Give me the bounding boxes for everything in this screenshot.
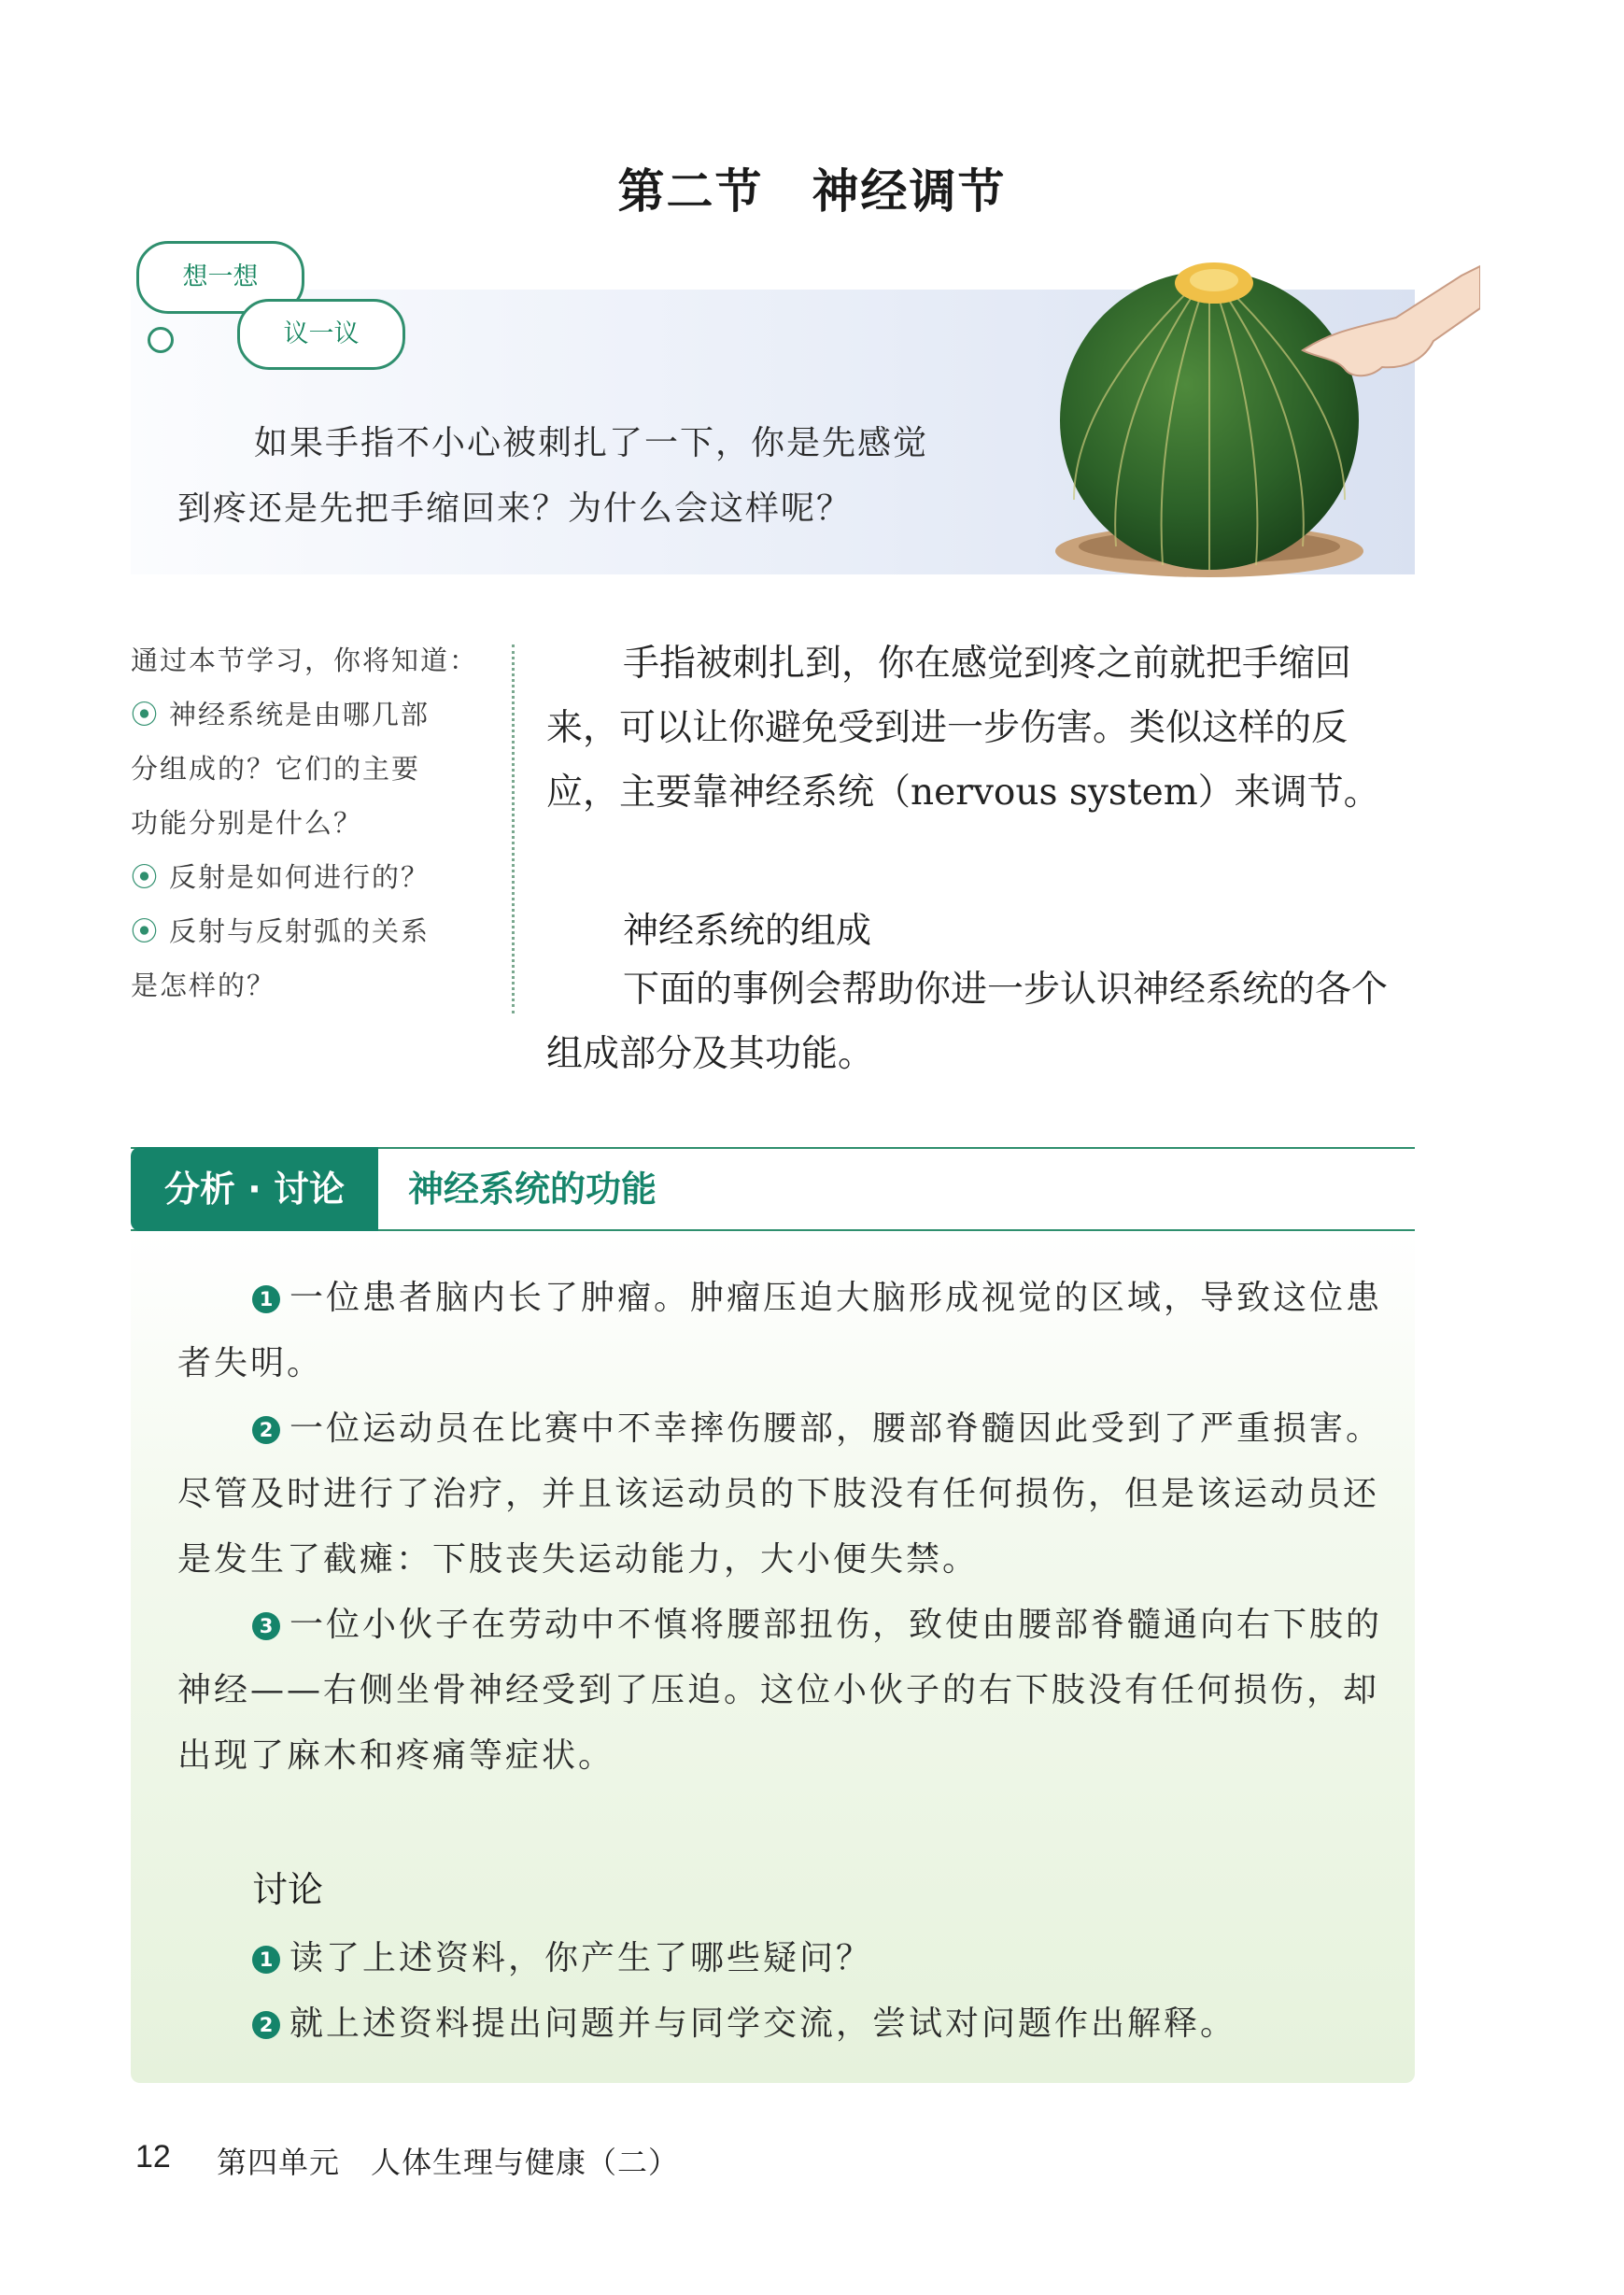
target-bullet-icon: ⦿ xyxy=(131,861,161,893)
finger-icon xyxy=(1303,266,1480,375)
objective-item-cont: 是怎样的？ xyxy=(131,970,276,1001)
learning-objectives xyxy=(131,633,486,1013)
think-question xyxy=(177,411,999,542)
case-item: 2 一位运动员在比赛中不幸摔伤腰部，腰部脊髓因此受到了严重损害。尽管及时进行了治疗，并且该运动员的下肢没有任何损伤，但是该运动员还是发生了截瘫：下肢丧失运动能力，大小便失禁。 xyxy=(177,1410,1383,1579)
section-paragraph: 下面的事例会帮助你进一步认识神经系统的各个组成部分及其功能。 xyxy=(546,969,1389,1075)
objective-item: ⦿ 反射与反射弧的关系 xyxy=(131,915,431,947)
number-badge-icon: 2 xyxy=(252,1416,280,1444)
page-number: 12 xyxy=(135,2139,171,2175)
case-list xyxy=(177,1266,1382,1789)
number-badge-icon: 1 xyxy=(252,1285,280,1313)
target-bullet-icon: ⦿ xyxy=(131,915,161,947)
running-footer: 第四单元 人体生理与健康（二） xyxy=(217,2145,680,2180)
activity-tag: 分析 · 讨论 xyxy=(131,1147,378,1231)
section-heading: 神经系统的组成 xyxy=(623,910,872,951)
page-title: 第二节 神经调节 xyxy=(617,164,1007,219)
discussion-item: 1 读了上述资料，你产生了哪些疑问？ xyxy=(252,1926,1373,1991)
case-item: 1 一位患者脑内长了肿瘤。肿瘤压迫大脑形成视觉的区域，导致这位患者失明。 xyxy=(177,1279,1383,1382)
objective-item: ⦿ 反射是如何进行的？ xyxy=(131,861,431,893)
discussion-list xyxy=(252,1926,1373,2057)
discussion-item: 2 就上述资料提出问题并与同学交流，尝试对问题作出解释。 xyxy=(252,1991,1373,2057)
case-item: 3 一位小伙子在劳动中不慎将腰部扭伤，致使由腰部脊髓通向右下肢的神经——右侧坐骨神经受到了压迫。这位小伙子的右下肢没有任何损伤，却出现了麻木和疼痛等症状。 xyxy=(177,1606,1383,1775)
intro-paragraph: 手指被刺扎到，你在感觉到疼之前就把手缩回来，可以让你避免受到进一步伤害。类似这样的反应，主要靠神经系统（nervous system）来调节。 xyxy=(546,643,1380,814)
thought-bubble-dot xyxy=(148,327,174,353)
sidebar-divider xyxy=(512,645,515,1013)
objective-intro: 通过本节学习，你将知道： xyxy=(131,645,479,676)
discussion-heading: 讨论 xyxy=(252,1869,324,1910)
discuss-bubble: 议一议 xyxy=(237,299,405,370)
target-bullet-icon: ⦿ xyxy=(131,699,161,730)
number-badge-icon: 1 xyxy=(252,1946,280,1974)
number-badge-icon: 2 xyxy=(252,2011,280,2039)
cactus-illustration xyxy=(1023,238,1480,584)
think-line-2: 到疼还是先把手缩回来？为什么会这样呢？ xyxy=(177,489,853,528)
objective-item: ⦿ 神经系统是由哪几部 xyxy=(131,699,431,730)
objective-item-cont: 分组成的？它们的主要 xyxy=(131,753,421,785)
think-bubble: 想一想 xyxy=(136,241,304,314)
think-line-1: 如果手指不小心被刺扎了一下，你是先感觉 xyxy=(254,424,929,462)
objective-item-cont: 功能分别是什么？ xyxy=(131,807,363,839)
number-badge-icon: 3 xyxy=(252,1612,280,1640)
activity-title: 神经系统的功能 xyxy=(408,1169,657,1210)
